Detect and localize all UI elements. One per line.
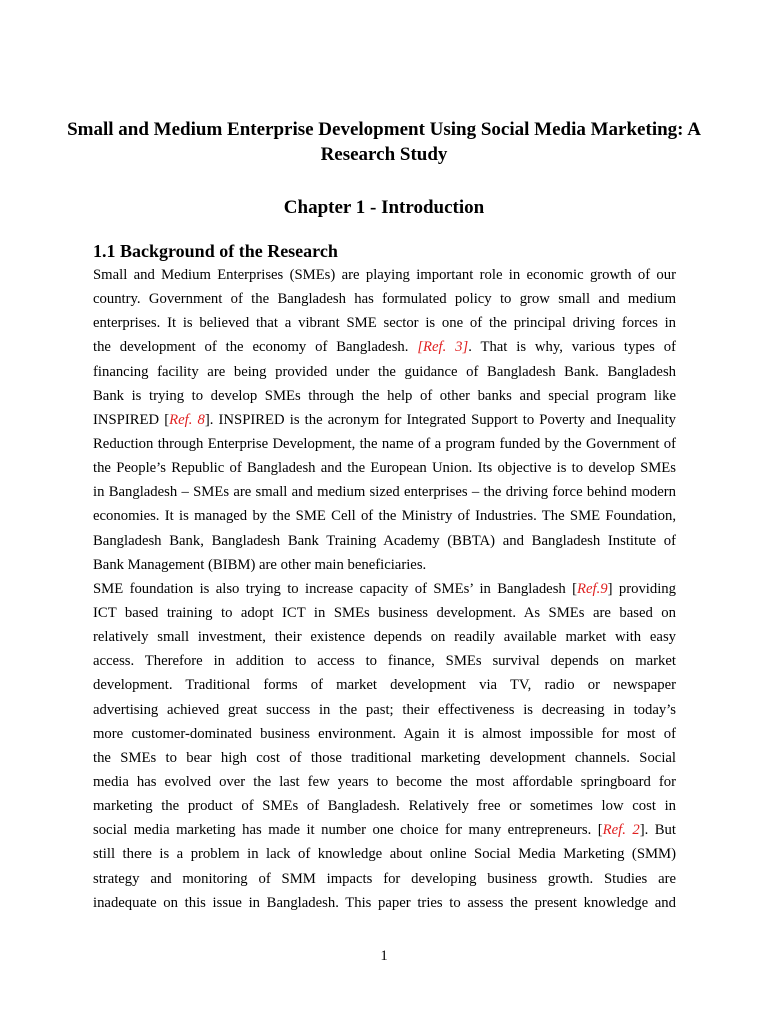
- body-line: [93, 504, 676, 528]
- body-text-segment: strategy and monitoring of SMM impacts for developing business growth. Studies are: [93, 870, 676, 887]
- body-text-segment: inadequate on this issue in Bangladesh. This paper tries to assess the present knowledge and: [93, 894, 676, 911]
- document-title: Small and Medium Enterprise Development Using Social Media Marketing: A Research Study: [67, 119, 701, 165]
- body-text-segment: social media marketing has made it number one choice for many entrepreneurs. [: [93, 822, 603, 839]
- body-line: [93, 577, 676, 601]
- body-line: [93, 432, 676, 456]
- body-text-segment: SME foundation is also trying to increase capacity of SMEs’ in Bangladesh [: [93, 580, 578, 597]
- body-text-segment: in Bangladesh – SMEs are small and medium sized enterprises – the driving force behind modern: [93, 484, 676, 501]
- body-text-segment: advertising achieved great success in the past; their effectiveness is decreasing in today’s: [93, 701, 676, 718]
- body-line: [93, 384, 676, 408]
- body-text-segment: still there is a problem in lack of knowledge about online Social Media Marketing (SMM): [93, 846, 676, 863]
- body-text-segment: ]. But: [639, 822, 676, 839]
- reference-citation: Ref. 8: [169, 411, 205, 428]
- body-line: [93, 842, 676, 866]
- body-line: [93, 746, 676, 770]
- body-text-segment: economies. It is managed by the SME Cell of the Ministry of Industries. The SME Foundation,: [93, 508, 676, 525]
- body-text-segment: development. Traditional forms of market development via TV, radio or newspaper: [93, 677, 676, 694]
- body-line: [93, 335, 676, 359]
- body-line: [93, 263, 676, 287]
- body-text-segment: . That is why, various types of: [468, 339, 676, 356]
- body-text-segment: Bank Management (BIBM) are other main beneficiaries.: [93, 556, 427, 573]
- body-text-segment: the People’s Republic of Bangladesh and the European Union. Its objective is to develop SMEs: [93, 460, 676, 477]
- body-line: [93, 529, 676, 553]
- body-line: [93, 649, 676, 673]
- chapter-title: Chapter 1 - Introduction: [283, 197, 485, 218]
- section-heading: 1.1 Background of the Research: [93, 241, 338, 261]
- body-line: [93, 625, 676, 649]
- reference-citation: [Ref. 3]: [417, 339, 469, 356]
- body-text-segment: INSPIRED [: [93, 411, 170, 428]
- body-line: [93, 891, 676, 915]
- body-text-segment: the SMEs to bear high cost of those traditional marketing development channels. Social: [93, 749, 676, 766]
- body-text-segment: financing facility are being provided under the guidance of Bangladesh Bank. Bangladesh: [93, 363, 676, 380]
- body-line: [93, 770, 676, 794]
- body-text-segment: more customer-dominated business environment. Again it is almost impossible for most of: [93, 725, 676, 742]
- body-line: [93, 408, 676, 432]
- body-text-segment: ]. INSPIRED is the acronym for Integrated Support to Poverty and Inequality: [204, 411, 676, 428]
- body-text-segment: Reduction through Enterprise Development, the name of a program funded by the Government of: [93, 435, 676, 452]
- body-text: [93, 263, 676, 915]
- body-text-segment: enterprises. It is believed that a vibrant SME sector is one of the principal driving forces in: [93, 315, 676, 332]
- body-text-segment: Bangladesh Bank, Bangladesh Bank Training Academy (BBTA) and Bangladesh Institute of: [93, 532, 676, 549]
- body-line: [93, 287, 676, 311]
- page-number: 1: [380, 948, 388, 964]
- body-line: [93, 818, 676, 842]
- body-text-segment: access. Therefore in addition to access to finance, SMEs survival depends on market: [93, 653, 676, 670]
- body-line: [93, 360, 676, 384]
- body-text-segment: marketing the product of SMEs of Bangladesh. Relatively free or sometimes low cost in: [93, 798, 676, 815]
- body-line: [93, 698, 676, 722]
- body-text-segment: country. Government of the Bangladesh has formulated policy to grow small and medium: [93, 291, 676, 308]
- body-text-segment: media has evolved over the last few years to become the most affordable springboard for: [93, 773, 676, 790]
- body-text-segment: ] providing: [607, 580, 676, 597]
- body-line: [93, 480, 676, 504]
- body-line: [93, 867, 676, 891]
- body-text-segment: Bank is trying to develop SMEs through the help of other banks and special program like: [93, 387, 676, 404]
- body-line: [93, 601, 676, 625]
- reference-citation: Ref. 2: [602, 822, 640, 839]
- body-line: [93, 673, 676, 697]
- body-line: [93, 456, 676, 480]
- body-text-segment: relatively small investment, their existence depends on readily available market with easy: [93, 629, 676, 646]
- body-text-segment: the development of the economy of Bangladesh.: [93, 339, 418, 356]
- body-text-segment: ICT based training to adopt ICT in SMEs business development. As SMEs are based on: [93, 604, 676, 621]
- body-text-segment: Small and Medium Enterprises (SMEs) are playing important role in economic growth of our: [93, 267, 676, 283]
- body-line: [93, 553, 676, 577]
- body-line: [93, 311, 676, 335]
- body-line: [93, 794, 676, 818]
- body-line: [93, 722, 676, 746]
- reference-citation: Ref.9: [577, 580, 608, 597]
